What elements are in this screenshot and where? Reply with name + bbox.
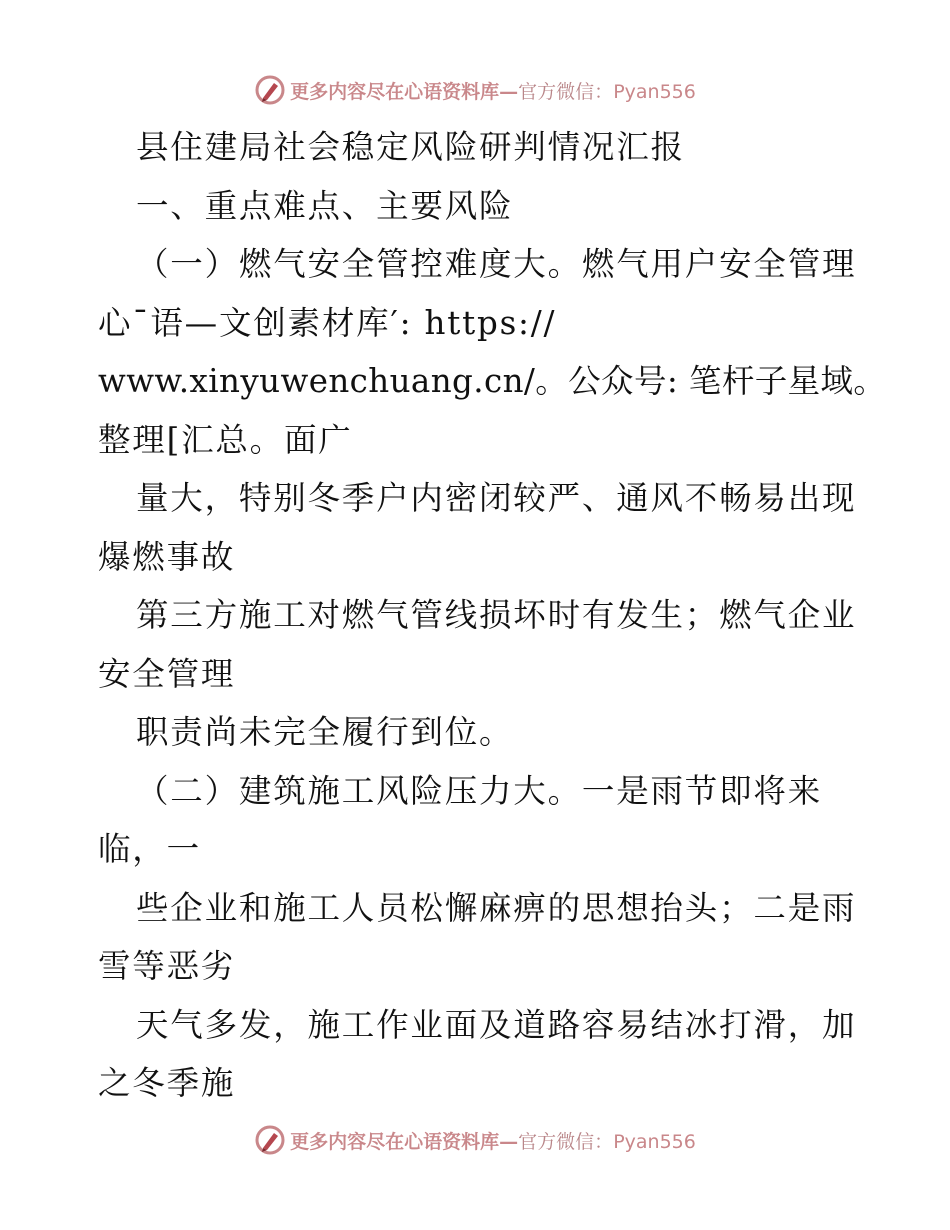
paragraph-line: 之冬季施 <box>98 1064 236 1102</box>
watermark-wechat-label: 官方微信： <box>518 1130 614 1153</box>
watermark-dash: — <box>499 80 519 103</box>
watermark-wechat-id: Pyan556 <box>613 1130 696 1153</box>
document-body <box>98 118 887 1113</box>
document-title: 县住建局社会稳定风险研判情况汇报 <box>136 128 685 166</box>
paragraph-line: 量大，特别冬季户内密闭较严、通风不畅易出现 <box>136 479 857 517</box>
paragraph-line: 些企业和施工人员松懈麻痹的思想抬头；二是雨 <box>136 888 857 927</box>
watermark-main-text: 更多内容尽在心语资料库 <box>290 1130 500 1153</box>
watermark-banner-bottom <box>0 1120 950 1160</box>
paragraph-line: （一）燃气安全管控难度大。燃气用户安全管理 <box>136 245 857 283</box>
paragraph-line: 爆燃事故 <box>98 537 236 576</box>
pen-circle-logo-icon <box>254 74 286 106</box>
watermark-banner-top <box>0 70 950 110</box>
paragraph-line: 安全管理 <box>98 654 236 693</box>
paragraph-line: （二）建筑施工风险压力大。一是雨节即将来 <box>136 771 823 810</box>
pen-circle-logo-icon <box>254 1124 286 1156</box>
paragraph-line: 临，一 <box>98 830 201 868</box>
paragraph-line: 整理[汇总。面广 <box>98 420 353 459</box>
paragraph-line: 职责尚未完全履行到位。 <box>136 713 514 751</box>
paragraph-line: 雪等恶劣 <box>98 947 236 985</box>
paragraph-line: 天气多发，施工作业面及道路容易结冰打滑，加 <box>136 1005 857 1044</box>
watermark-wechat-id: Pyan556 <box>613 80 696 103</box>
section-heading: 一、重点难点、主要风险 <box>136 186 514 225</box>
watermark-dash: — <box>499 1130 519 1153</box>
paragraph-line: 第三方施工对燃气管线损坏时有发生；燃气企业 <box>136 596 857 634</box>
watermark-wechat-label: 官方微信： <box>518 80 614 103</box>
paragraph-line: www.xinyuwenchuang.cn/。公众号: 笔杆子星域。 <box>98 362 887 400</box>
paragraph-line: 心¯语—文创素材库′: https:// <box>98 303 557 342</box>
watermark-main-text: 更多内容尽在心语资料库 <box>290 80 500 103</box>
